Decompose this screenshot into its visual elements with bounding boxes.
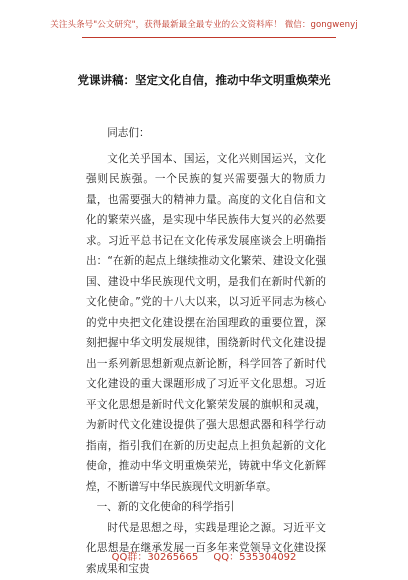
header-divider	[82, 37, 336, 38]
greeting: 同志们：	[107, 127, 150, 139]
section-heading: 一、新的文化使命的科学指引	[96, 501, 235, 513]
footer-qq: QQ：535304092	[213, 552, 297, 563]
paragraph-section-1: 时代是思想之母，实践是理论之源。习近平文化思想是在继承发展一百多年来党领导文化建设探索成果和宝贵	[86, 521, 326, 575]
footer-qq-group: QQ群：30265665	[111, 552, 199, 563]
footer-contact	[0, 548, 408, 563]
paragraph-intro: 文化关乎国本、国运，文化兴则国运兴，文化强则民族强。一个民族的复兴需要强大的物质力量，也需要强大的精神力量。高度的文化自信和文化的繁荣兴盛，是实现中华民族伟大复兴的必然要求。习近平总书记在文化传承发展座谈会上明确指出：“在新的起点上继续推动文化繁荣、建设文化强国、建设中华民族现代文明，是我们在新时代新的文化使命。”党的十八大以来，以习近平同志为核心的党中央把文化建设摆在治国理政的重要位置，深刻把握中华文明发展规律，围绕新时代文化建设提出一系列新思想新观点新论断，科学回答了新时代文化建设的重大课题形成了习近平文化思想。习近平文化思想是新时代文化繁荣发展的旗帜和灵魂，为新时代文化建设提供了强大思想武器和科学行动指南，指引我们在新的历史起点上担负起新的文化使命，推动中华文明重焕荣光，铸就中华文化新辉煌，不断谱写中华民族现代文明新华章。	[86, 152, 326, 493]
document-title: 党课讲稿：坚定文化自信，推动中华文明重焕荣光	[77, 73, 331, 87]
document-body	[86, 123, 326, 579]
header-banner: 关注头条号"公文研究"，获得最新最全最专业的公文资料库！ 微信：gongwenyj	[50, 20, 358, 30]
